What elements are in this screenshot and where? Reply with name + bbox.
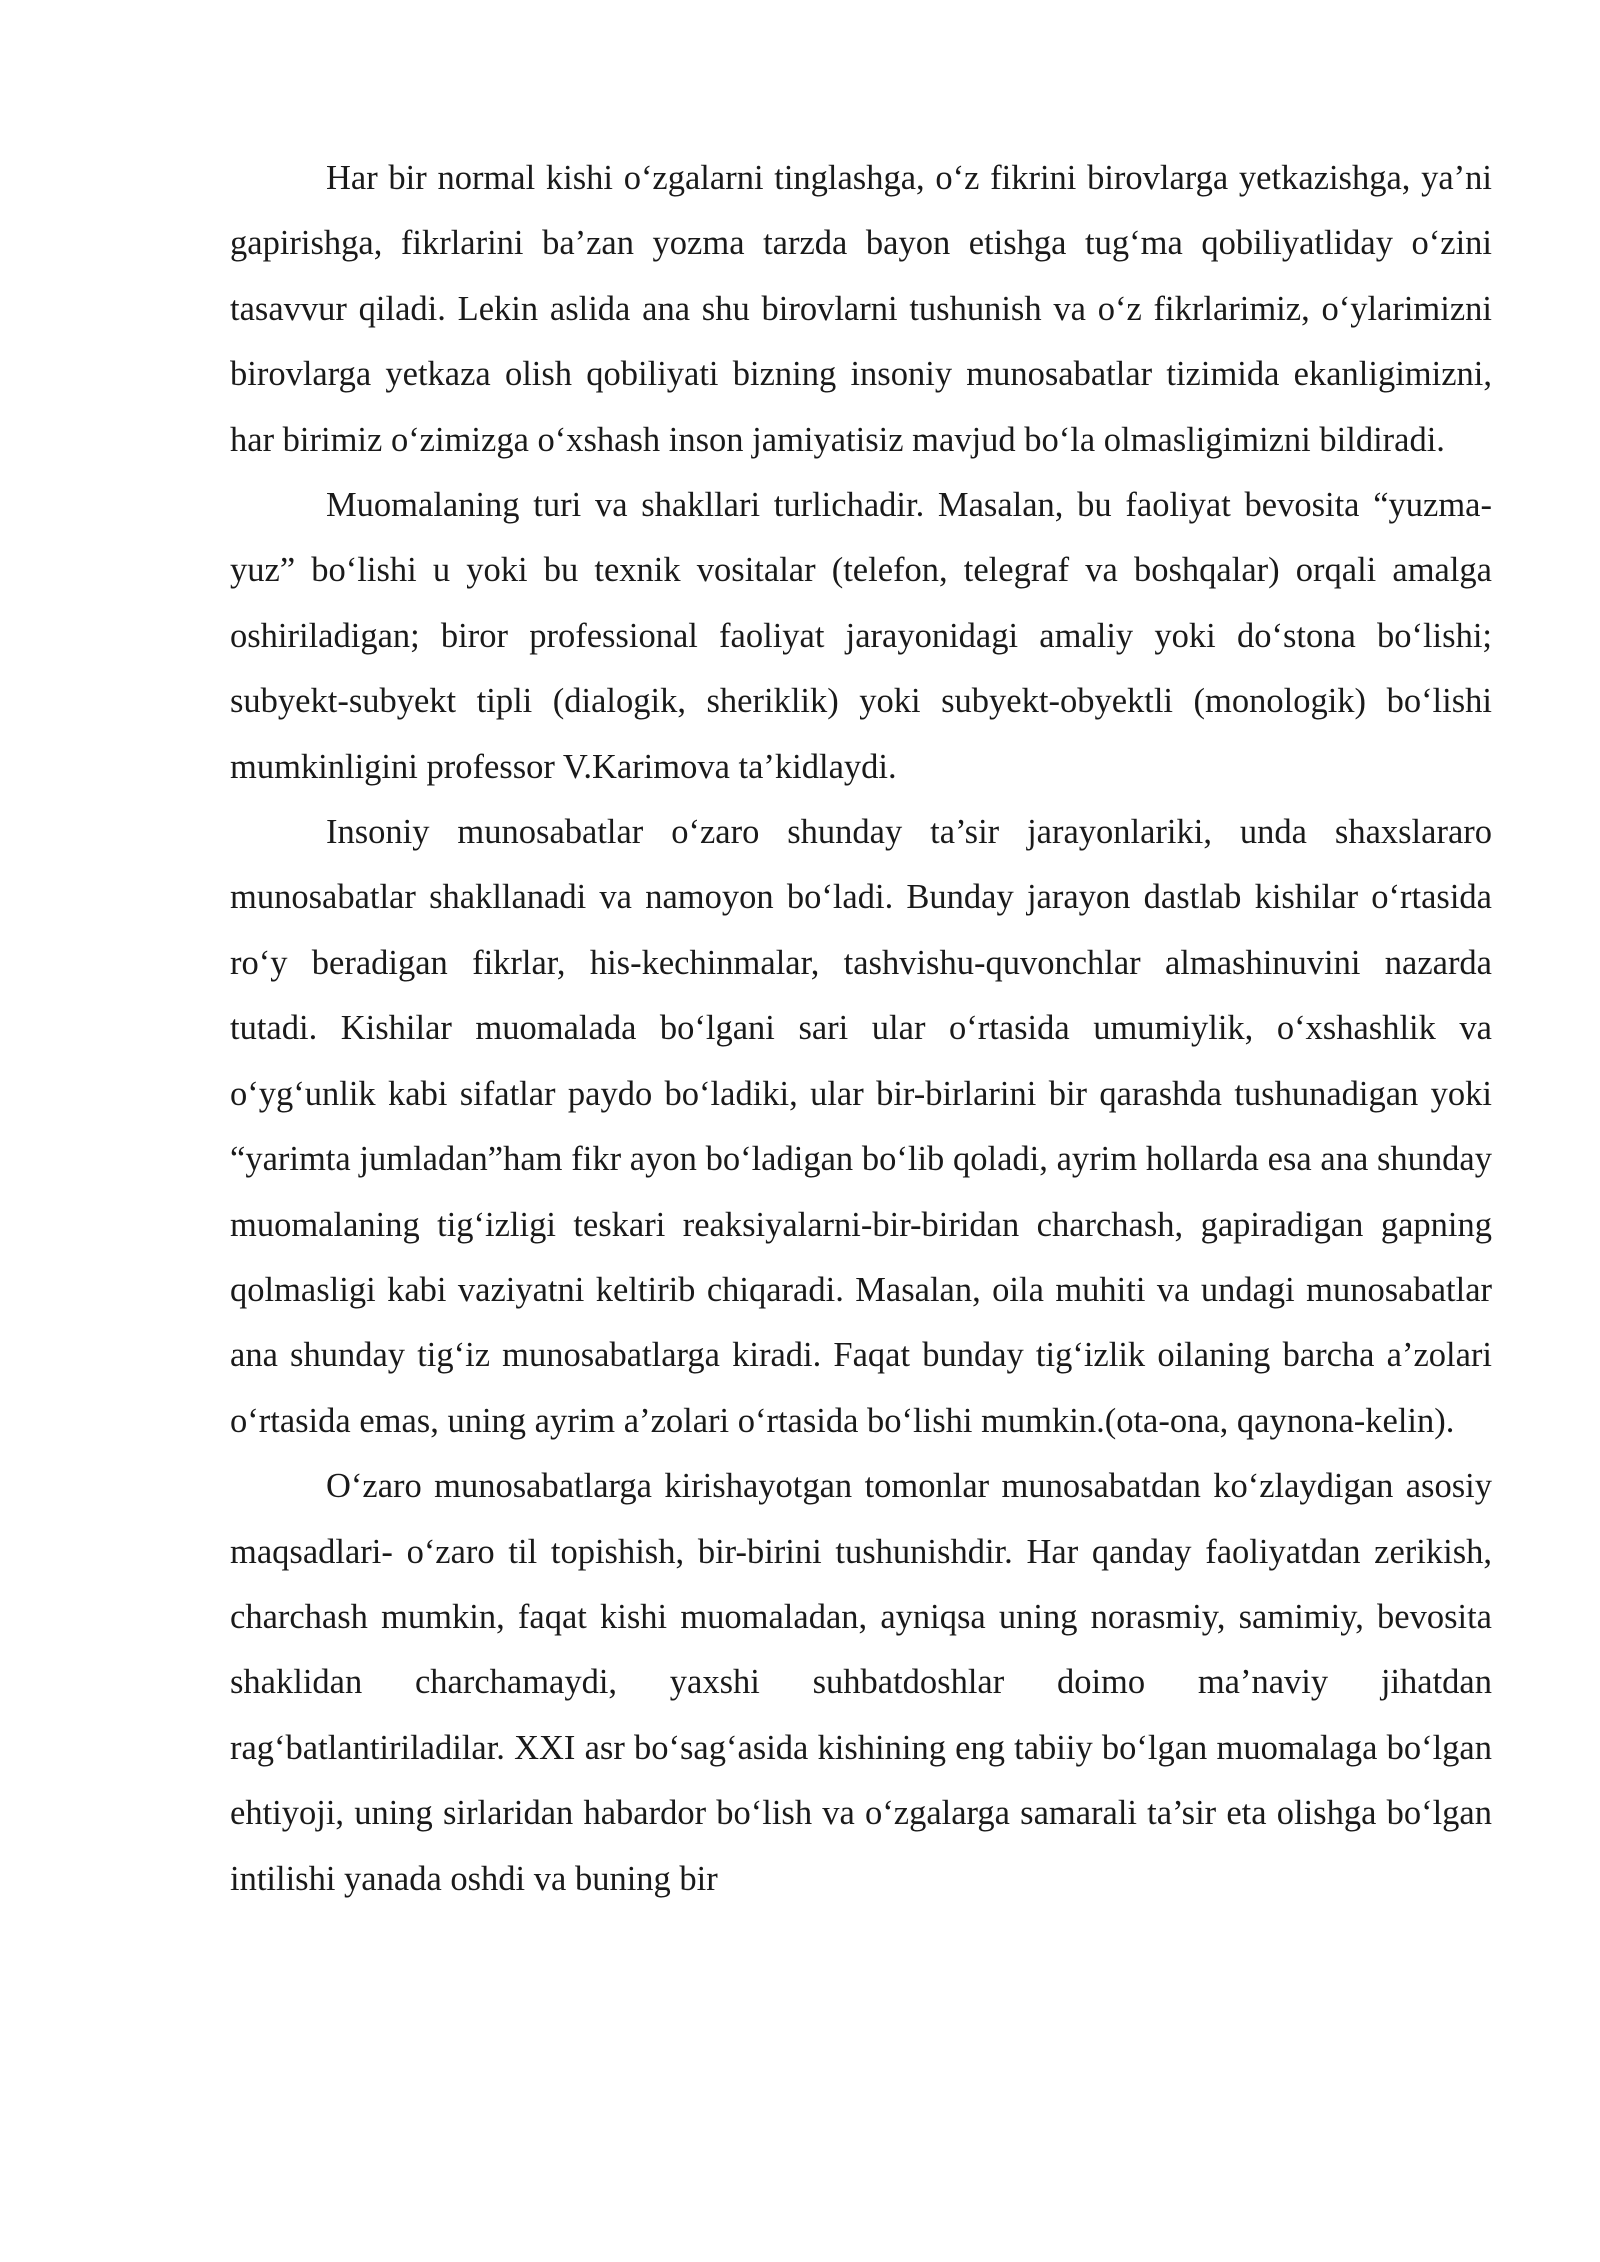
document-body xyxy=(230,146,1492,1912)
paragraph-1: Har bir normal kishi o‘zgalarni tinglashga, o‘z fikrini birovlarga yetkazishga, ya’ni gapirishga, fikrlarini ba’zan yozma tarzda bayon etishga tug‘ma qobiliyatliday o‘zini tasavvur qiladi. Lekin aslida ana shu birovlarni tushunish va o‘z fikrlarimiz, o‘ylarimizni birovlarga yetkaza olish qobiliyati bizning insoniy munosabatlar tizimida ekanligimizni, har birimiz o‘zimizga o‘xshash inson jamiyatisiz mavjud bo‘la olmasligimizni bildiradi. xyxy=(230,159,1492,459)
paragraph-4: O‘zaro munosabatlarga kirishayotgan tomonlar munosabatdan ko‘zlaydigan asosiy maqsadlari- o‘zaro til topishish, bir-birini tushunishdir. Har qanday faoliyatdan zerikish, charchash mumkin, faqat kishi muomaladan, ayniqsa uning norasmiy, samimiy, bevosita shaklidan charchamaydi, yaxshi suhbatdoshlar doimo ma’naviy jihatdan rag‘batlantiriladilar. XXI asr bo‘sag‘asida kishining eng tabiiy bo‘lgan muomalaga bo‘lgan ehtiyoji, uning sirlaridan habardor bo‘lish va o‘zgalarga samarali ta’sir eta olishga bo‘lgan intilishi yanada oshdi va buning bir xyxy=(230,1467,1492,1898)
paragraph-2: Muomalaning turi va shakllari turlichadir. Masalan, bu faoliyat bevosita “yuzma-yuz” bo‘lishi u yoki bu texnik vositalar (telefon, telegraf va boshqalar) orqali amalga oshiriladigan; biror professional faoliyat jarayonidagi amaliy yoki do‘stona bo‘lishi; subyekt-subyekt tipli (dialogik, sheriklik) yoki subyekt-obyektli (monologik) bo‘lishi mumkinligini professor V.Karimova ta’kidlaydi. xyxy=(230,486,1492,786)
paragraph-3: Insoniy munosabatlar o‘zaro shunday ta’sir jarayonlariki, unda shaxslararo munosabatlar shakllanadi va namoyon bo‘ladi. Bunday jarayon dastlab kishilar o‘rtasida ro‘y beradigan fikrlar, his-kechinmalar, tashvishu-quvonchlar almashinuvini nazarda tutadi. Kishilar muomalada bo‘lgani sari ular o‘rtasida umumiylik, o‘xshashlik va o‘yg‘unlik kabi sifatlar paydo bo‘ladiki, ular bir-birlarini bir qarashda tushunadigan yoki “yarimta jumladan”ham fikr ayon bo‘ladigan bo‘lib qoladi, ayrim hollarda esa ana shunday muomalaning tig‘izligi teskari reaksiyalarni-bir-biridan charchash, gapiradigan gapning qolmasligi kabi vaziyatni keltirib chiqaradi. Masalan, oila muhiti va undagi munosabatlar ana shunday tig‘iz munosabatlarga kiradi. Faqat bunday tig‘izlik oilaning barcha a’zolari o‘rtasida emas, uning ayrim a’zolari o‘rtasida bo‘lishi mumkin.(ota-ona, qaynona-kelin). xyxy=(230,813,1492,1440)
